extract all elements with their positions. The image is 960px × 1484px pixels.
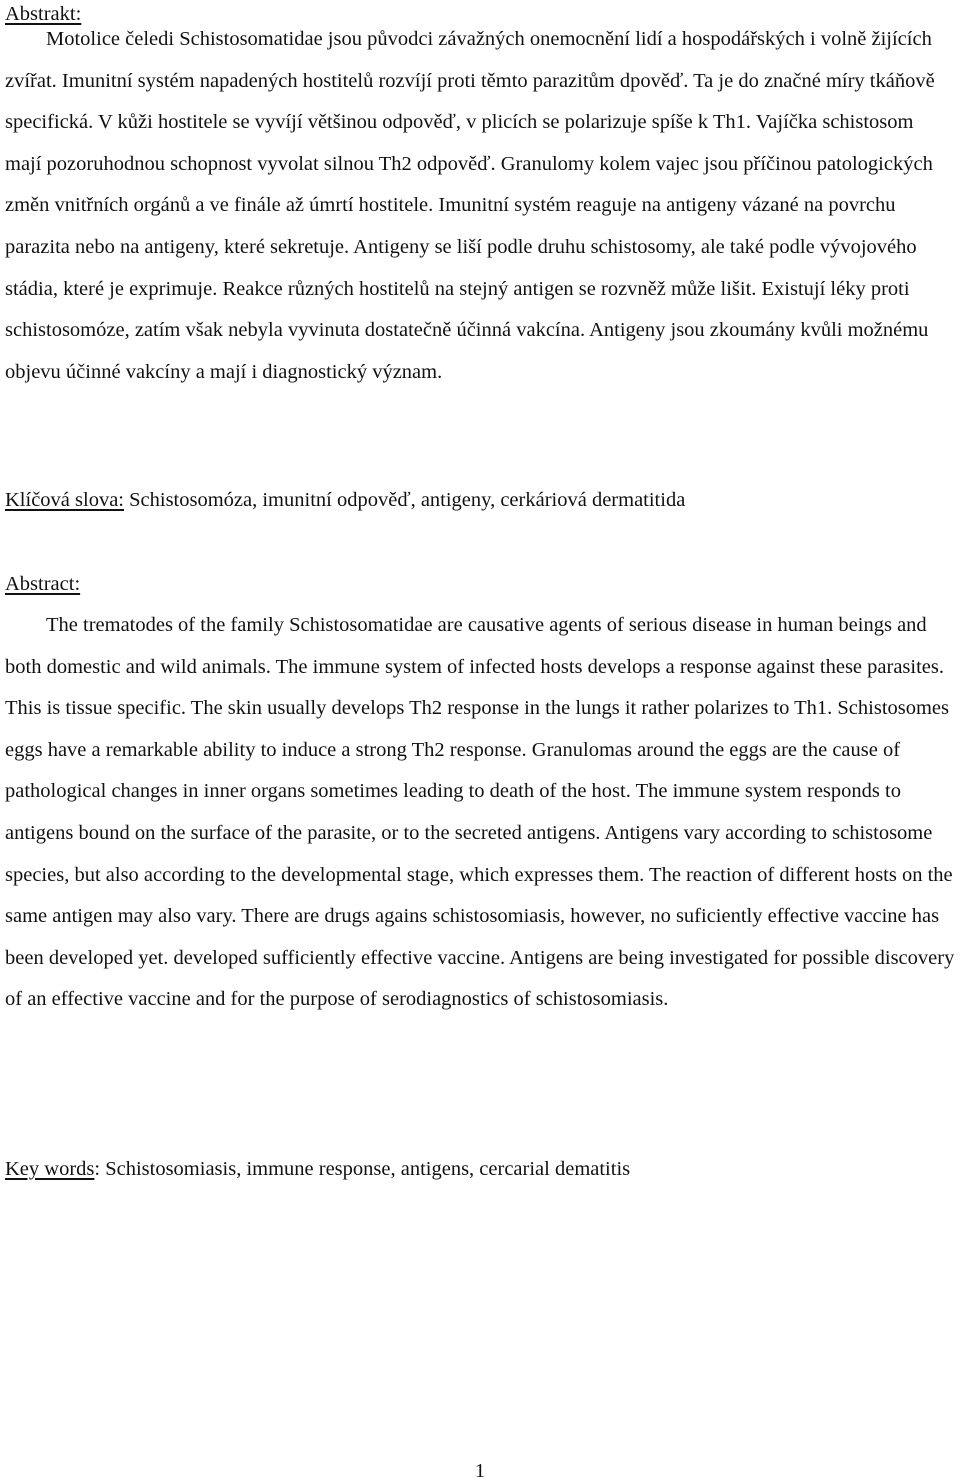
english-keywords-line: [5, 1156, 630, 1182]
czech-keywords-values: Schistosomóza, imunitní odpověď, antigeny, cerkáriová dermatitida: [124, 489, 686, 511]
page-number: 1: [474, 1460, 486, 1482]
english-keywords-label: Key words: [5, 1158, 95, 1180]
czech-keywords-line: [5, 487, 685, 513]
czech-abstract-text: Motolice čeledi Schistosomatidae jsou původci závažných onemocnění lidí a hospodářských i volně žijících zvířat. Imunitní systém napadených hostitelů rozvíjí proti těmto parazitům dpověď. Ta je do značné míry tkáňově specifická. V kůži hostitele se vyvíjí většinou odpověď, v plicích se polarizuje spíše k Th1. Vajíčka schistosom mají pozoruhodnou schopnost vyvolat silnou Th2 odpověď. Granulomy kolem vajec jsou příčinou patologických změn vnitřních orgánů a ve finále až úmrtí hostitele. Imunitní systém reaguje na antigeny vázané na povrchu parazita nebo na antigeny, které sekretuje. Antigeny se liší podle druhu schistosomy, ale také podle vývojového stádia, které je exprimuje. Reakce různých hostitelů na stejný antigen se rozvněž může lišit. Existují léky proti schistosomóze, zatím však nebyla vyvinuta dostatečně účinná vakcína. Antigeny jsou zkoumány kvůli možnému objevu účinné vakcíny a mají i diagnostický význam.: [5, 28, 935, 383]
english-abstract-text: The trematodes of the family Schistosomatidae are causative agents of serious disease in human beings and both domestic and wild animals. The immune system of infected hosts develops a response against these parasites. This is tissue specific. The skin usually develops Th2 response in the lungs it rather polarizes to Th1. Schistosomes eggs have a remarkable ability to induce a strong Th2 response. Granulomas around the eggs are the cause of pathological changes in inner organs sometimes leading to death of the host. The immune system responds to antigens bound on the surface of the parasite, or to the secreted antigens. Antigens vary according to schistosome species, but also according to the developmental stage, which expresses them. The reaction of different hosts on the same antigen may also vary. There are drugs agains schistosomiasis, however, no suficiently effective vaccine has been developed yet. developed sufficiently effective vaccine. Antigens are being investigated for possible discovery of an effective vaccine and for the purpose of serodiagnostics of schistosomiasis.: [5, 614, 955, 1011]
czech-abstract-heading: Abstrakt:: [5, 3, 82, 25]
czech-keywords-label: Klíčová slova:: [5, 489, 124, 511]
english-keywords-values: : Schistosomiasis, immune response, antigens, cercarial dematitis: [94, 1158, 631, 1180]
english-abstract-heading: Abstract:: [5, 573, 81, 595]
